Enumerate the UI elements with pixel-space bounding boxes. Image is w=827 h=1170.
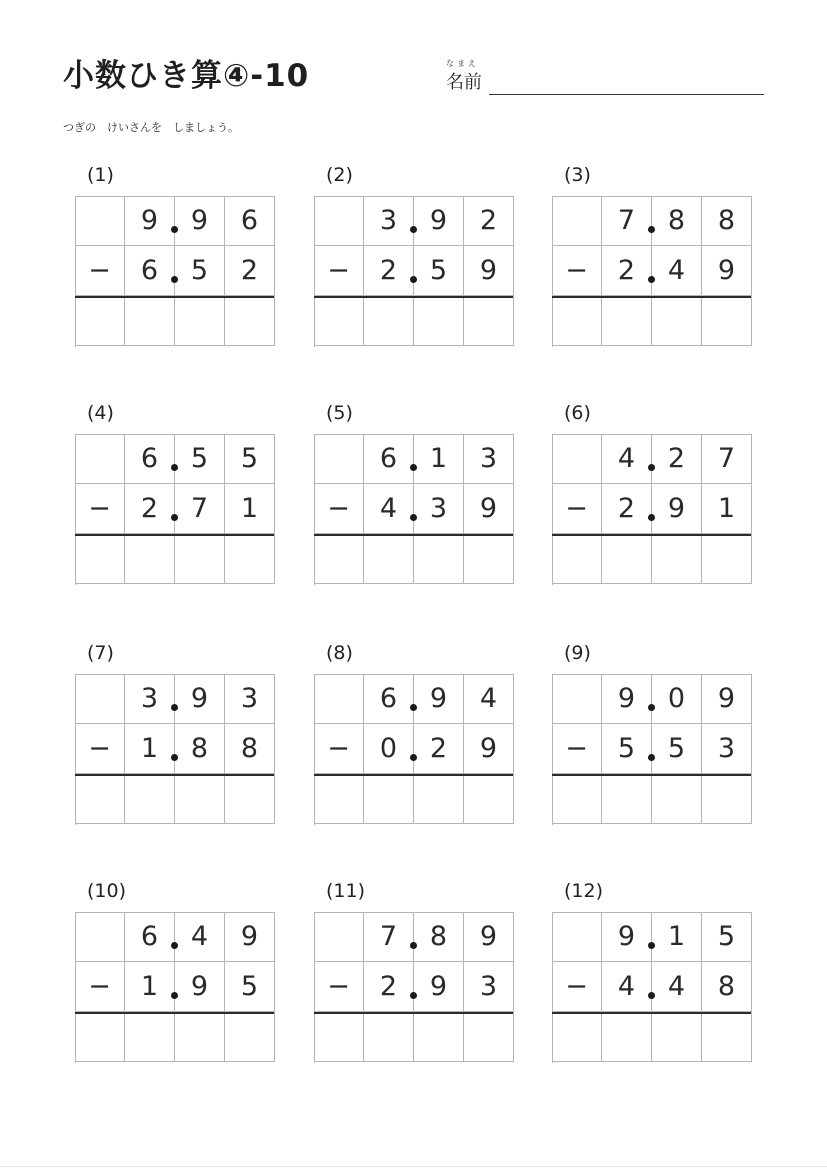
- answer-cell[interactable]: [652, 534, 702, 584]
- decimal-point: [410, 704, 417, 711]
- answer-cell[interactable]: [75, 774, 125, 824]
- answer-cell[interactable]: [225, 774, 275, 824]
- answer-cell[interactable]: [125, 296, 175, 346]
- subtrahend-digit: 8: [225, 724, 275, 774]
- decimal-point: [648, 226, 655, 233]
- problem-4: [75, 402, 275, 587]
- minus-sign: −: [314, 246, 364, 296]
- answer-cell[interactable]: [464, 774, 514, 824]
- subtrahend-digit: 5: [652, 724, 702, 774]
- subtrahend-digit: 1: [125, 724, 175, 774]
- subtrahend-digit: 6: [125, 246, 175, 296]
- answer-cell[interactable]: [552, 296, 602, 346]
- minuend-digit: 7: [702, 434, 752, 484]
- decimal-point: [171, 514, 178, 521]
- empty-cell: [75, 434, 125, 484]
- subtraction-grid: [75, 434, 274, 585]
- empty-cell: [552, 196, 602, 246]
- subtrahend-digit: 9: [464, 724, 514, 774]
- instruction-text: つぎの けいさんを しましょう。: [63, 121, 239, 134]
- minus-sign: −: [552, 724, 602, 774]
- minuend-digit: 2: [652, 434, 702, 484]
- subtraction-grid: [552, 196, 751, 347]
- minuend-digit: 8: [702, 196, 752, 246]
- answer-cell[interactable]: [175, 1012, 225, 1062]
- minuend-digit: 8: [652, 196, 702, 246]
- minuend-digit: 8: [414, 912, 464, 962]
- name-write-line[interactable]: [489, 94, 764, 95]
- problem-number: (12): [564, 880, 604, 902]
- empty-cell: [552, 674, 602, 724]
- decimal-point: [171, 992, 178, 999]
- name-ruby: なまえ: [446, 59, 479, 68]
- subtrahend-digit: 5: [175, 246, 225, 296]
- minuend-digit: 6: [225, 196, 275, 246]
- decimal-point: [410, 942, 417, 949]
- decimal-point: [648, 704, 655, 711]
- answer-cell[interactable]: [414, 296, 464, 346]
- minuend-digit: 1: [414, 434, 464, 484]
- answer-cell[interactable]: [464, 534, 514, 584]
- answer-cell[interactable]: [552, 534, 602, 584]
- sum-line: [314, 534, 513, 536]
- problem-number: (11): [326, 880, 366, 902]
- subtrahend-digit: 4: [652, 246, 702, 296]
- answer-cell[interactable]: [125, 774, 175, 824]
- subtraction-grid: [75, 196, 274, 347]
- decimal-point: [171, 276, 178, 283]
- subtrahend-digit: 9: [414, 962, 464, 1012]
- minus-sign: −: [552, 962, 602, 1012]
- minuend-digit: 9: [225, 912, 275, 962]
- sum-line: [75, 774, 274, 776]
- decimal-point: [171, 754, 178, 761]
- subtrahend-digit: 2: [602, 246, 652, 296]
- page-bottom-divider: [0, 1166, 827, 1167]
- minuend-digit: 9: [414, 674, 464, 724]
- answer-cell[interactable]: [552, 1012, 602, 1062]
- answer-cell[interactable]: [414, 1012, 464, 1062]
- subtraction-grid: [314, 196, 513, 347]
- minuend-digit: 3: [225, 674, 275, 724]
- answer-cell[interactable]: [602, 1012, 652, 1062]
- subtraction-grid: [314, 674, 513, 825]
- subtrahend-digit: 3: [702, 724, 752, 774]
- answer-cell[interactable]: [225, 534, 275, 584]
- minus-sign: −: [75, 484, 125, 534]
- subtraction-grid: [552, 674, 751, 825]
- problem-number: (5): [326, 402, 353, 424]
- minus-sign: −: [314, 484, 364, 534]
- problem-8: [314, 642, 514, 827]
- answer-cell[interactable]: [464, 1012, 514, 1062]
- decimal-point: [171, 464, 178, 471]
- minuend-digit: 9: [125, 196, 175, 246]
- answer-cell[interactable]: [75, 534, 125, 584]
- subtrahend-digit: 9: [652, 484, 702, 534]
- empty-cell: [314, 434, 364, 484]
- answer-cell[interactable]: [414, 774, 464, 824]
- answer-cell[interactable]: [414, 534, 464, 584]
- decimal-point: [648, 992, 655, 999]
- minuend-digit: 4: [602, 434, 652, 484]
- problem-5: [314, 402, 514, 587]
- problem-7: [75, 642, 275, 827]
- decimal-point: [648, 464, 655, 471]
- worksheet-title: 小数ひき算④-10: [63, 58, 310, 94]
- problem-number: (1): [87, 164, 114, 186]
- subtraction-grid: [75, 674, 274, 825]
- answer-cell[interactable]: [652, 296, 702, 346]
- empty-cell: [314, 912, 364, 962]
- answer-cell[interactable]: [364, 534, 414, 584]
- answer-cell[interactable]: [75, 296, 125, 346]
- minuend-digit: 0: [652, 674, 702, 724]
- sum-line: [552, 534, 751, 536]
- problem-6: [552, 402, 752, 587]
- empty-cell: [75, 674, 125, 724]
- subtrahend-digit: 9: [702, 246, 752, 296]
- sum-line: [75, 296, 274, 298]
- problem-10: [75, 880, 275, 1065]
- minus-sign: −: [552, 246, 602, 296]
- answer-cell[interactable]: [702, 1012, 752, 1062]
- minuend-digit: 9: [175, 196, 225, 246]
- subtrahend-digit: 4: [652, 962, 702, 1012]
- minus-sign: −: [75, 724, 125, 774]
- empty-cell: [314, 196, 364, 246]
- minuend-digit: 3: [125, 674, 175, 724]
- minuend-digit: 3: [464, 434, 514, 484]
- minuend-digit: 9: [414, 196, 464, 246]
- problem-2: [314, 164, 514, 349]
- minus-sign: −: [314, 724, 364, 774]
- subtrahend-digit: 0: [364, 724, 414, 774]
- subtrahend-digit: 5: [414, 246, 464, 296]
- subtrahend-digit: 3: [464, 962, 514, 1012]
- minus-sign: −: [552, 484, 602, 534]
- answer-cell[interactable]: [314, 296, 364, 346]
- minuend-digit: 7: [602, 196, 652, 246]
- minuend-digit: 5: [175, 434, 225, 484]
- subtrahend-digit: 9: [175, 962, 225, 1012]
- sum-line: [75, 1012, 274, 1014]
- subtrahend-digit: 4: [364, 484, 414, 534]
- subtrahend-digit: 4: [602, 962, 652, 1012]
- sum-line: [314, 296, 513, 298]
- subtrahend-digit: 2: [225, 246, 275, 296]
- minuend-digit: 2: [464, 196, 514, 246]
- minuend-digit: 6: [125, 912, 175, 962]
- subtrahend-digit: 2: [602, 484, 652, 534]
- sum-line: [75, 534, 274, 536]
- minus-sign: −: [75, 246, 125, 296]
- answer-cell[interactable]: [225, 296, 275, 346]
- minuend-digit: 9: [602, 912, 652, 962]
- sum-line: [552, 296, 751, 298]
- minus-sign: −: [75, 962, 125, 1012]
- problem-12: [552, 880, 752, 1065]
- minuend-digit: 5: [225, 434, 275, 484]
- name-label: 名前: [446, 72, 482, 93]
- sum-line: [314, 1012, 513, 1014]
- problem-number: (8): [326, 642, 353, 664]
- problem-number: (9): [564, 642, 591, 664]
- problem-3: [552, 164, 752, 349]
- problem-number: (10): [87, 880, 127, 902]
- minuend-digit: 6: [125, 434, 175, 484]
- empty-cell: [75, 912, 125, 962]
- sum-line: [552, 1012, 751, 1014]
- problem-1: [75, 164, 275, 349]
- answer-cell[interactable]: [652, 774, 702, 824]
- subtrahend-digit: 5: [602, 724, 652, 774]
- subtrahend-digit: 2: [414, 724, 464, 774]
- decimal-point: [648, 942, 655, 949]
- minuend-digit: 9: [175, 674, 225, 724]
- answer-cell[interactable]: [314, 774, 364, 824]
- minuend-digit: 7: [364, 912, 414, 962]
- subtrahend-digit: 9: [464, 484, 514, 534]
- decimal-point: [648, 276, 655, 283]
- decimal-point: [171, 942, 178, 949]
- minus-sign: −: [314, 962, 364, 1012]
- decimal-point: [410, 754, 417, 761]
- subtrahend-digit: 5: [225, 962, 275, 1012]
- minuend-digit: 5: [702, 912, 752, 962]
- problem-9: [552, 642, 752, 827]
- minuend-digit: 1: [652, 912, 702, 962]
- answer-cell[interactable]: [314, 534, 364, 584]
- subtrahend-digit: 9: [464, 246, 514, 296]
- subtrahend-digit: 1: [125, 962, 175, 1012]
- subtraction-grid: [314, 912, 513, 1063]
- subtraction-grid: [314, 434, 513, 585]
- empty-cell: [552, 912, 602, 962]
- answer-cell[interactable]: [552, 774, 602, 824]
- minuend-digit: 4: [175, 912, 225, 962]
- minuend-digit: 9: [464, 912, 514, 962]
- subtrahend-digit: 8: [702, 962, 752, 1012]
- answer-cell[interactable]: [225, 1012, 275, 1062]
- answer-cell[interactable]: [175, 296, 225, 346]
- answer-cell[interactable]: [364, 774, 414, 824]
- empty-cell: [75, 196, 125, 246]
- answer-cell[interactable]: [702, 534, 752, 584]
- subtrahend-digit: 2: [125, 484, 175, 534]
- subtraction-grid: [552, 912, 751, 1063]
- empty-cell: [552, 434, 602, 484]
- answer-cell[interactable]: [652, 1012, 702, 1062]
- problem-11: [314, 880, 514, 1065]
- decimal-point: [171, 226, 178, 233]
- minuend-digit: 3: [364, 196, 414, 246]
- answer-cell[interactable]: [702, 296, 752, 346]
- problem-number: (7): [87, 642, 114, 664]
- answer-cell[interactable]: [125, 534, 175, 584]
- subtrahend-digit: 2: [364, 246, 414, 296]
- answer-cell[interactable]: [602, 774, 652, 824]
- minuend-digit: 9: [702, 674, 752, 724]
- decimal-point: [171, 704, 178, 711]
- answer-cell[interactable]: [125, 1012, 175, 1062]
- answer-cell[interactable]: [175, 774, 225, 824]
- problem-number: (4): [87, 402, 114, 424]
- decimal-point: [648, 754, 655, 761]
- subtrahend-digit: 3: [414, 484, 464, 534]
- problem-number: (6): [564, 402, 591, 424]
- minuend-digit: 6: [364, 674, 414, 724]
- problem-number: (3): [564, 164, 591, 186]
- answer-cell[interactable]: [314, 1012, 364, 1062]
- decimal-point: [410, 992, 417, 999]
- subtrahend-digit: 1: [225, 484, 275, 534]
- decimal-point: [410, 276, 417, 283]
- subtraction-grid: [552, 434, 751, 585]
- decimal-point: [410, 514, 417, 521]
- minuend-digit: 9: [602, 674, 652, 724]
- minuend-digit: 6: [364, 434, 414, 484]
- subtrahend-digit: 8: [175, 724, 225, 774]
- minuend-digit: 4: [464, 674, 514, 724]
- answer-cell[interactable]: [364, 296, 414, 346]
- answer-cell[interactable]: [702, 774, 752, 824]
- answer-cell[interactable]: [602, 534, 652, 584]
- sum-line: [552, 774, 751, 776]
- answer-cell[interactable]: [175, 534, 225, 584]
- subtrahend-digit: 1: [702, 484, 752, 534]
- problem-number: (2): [326, 164, 353, 186]
- subtrahend-digit: 7: [175, 484, 225, 534]
- subtrahend-digit: 2: [364, 962, 414, 1012]
- decimal-point: [648, 514, 655, 521]
- answer-cell[interactable]: [464, 296, 514, 346]
- empty-cell: [314, 674, 364, 724]
- decimal-point: [410, 226, 417, 233]
- answer-cell[interactable]: [75, 1012, 125, 1062]
- answer-cell[interactable]: [364, 1012, 414, 1062]
- answer-cell[interactable]: [602, 296, 652, 346]
- sum-line: [314, 774, 513, 776]
- subtraction-grid: [75, 912, 274, 1063]
- decimal-point: [410, 464, 417, 471]
